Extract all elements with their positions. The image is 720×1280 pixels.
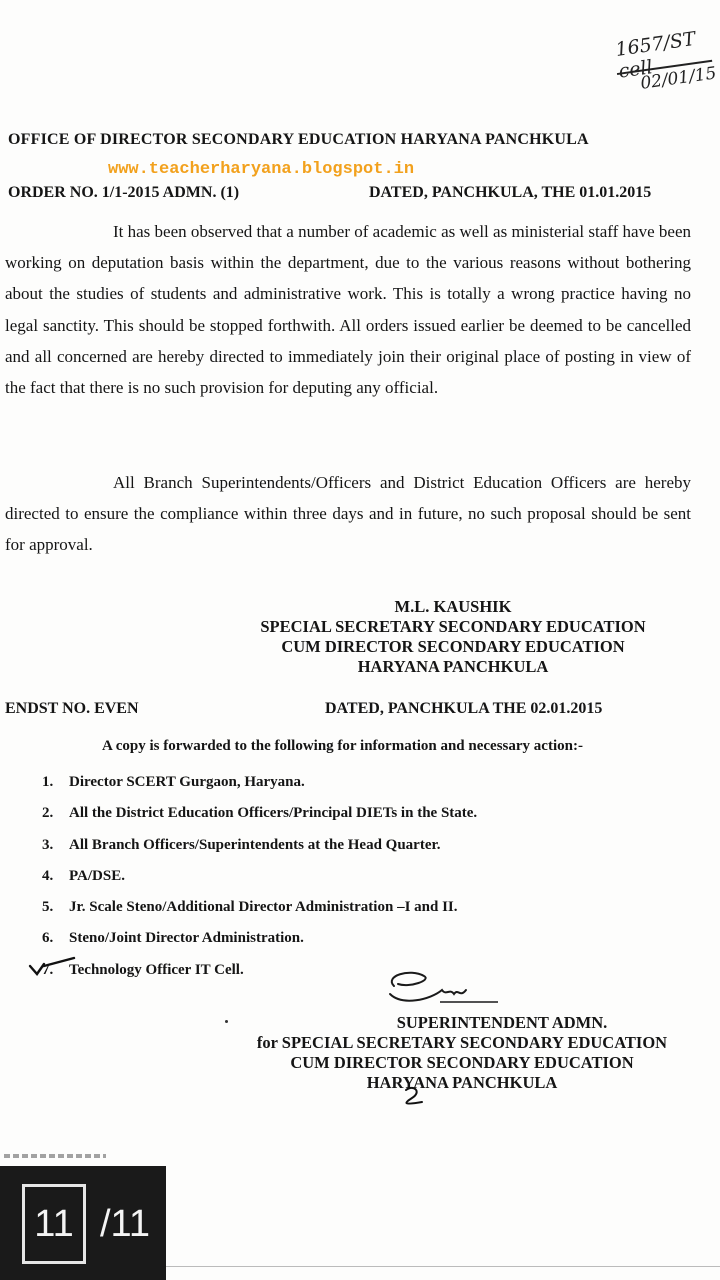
handwritten-initial-icon bbox=[392, 1082, 428, 1110]
copy-forwarded-line: A copy is forwarded to the following for information and necessary action:- bbox=[102, 738, 583, 754]
order-date: DATED, PANCHKULA, THE 01.01.2015 bbox=[369, 184, 652, 201]
signatory2-title: SUPERINTENDENT ADMN. bbox=[396, 1013, 608, 1032]
list-item bbox=[42, 805, 602, 836]
endorsement-date: DATED, PANCHKULA THE 02.01.2015 bbox=[325, 700, 603, 717]
list-item-text: All Branch Officers/Superintendents at the Head Quarter. bbox=[69, 836, 441, 853]
list-item bbox=[42, 899, 602, 930]
list-item bbox=[42, 837, 602, 868]
endorsement-number: ENDST NO. EVEN bbox=[5, 700, 139, 717]
list-item-text: Technology Officer IT Cell. bbox=[69, 961, 244, 978]
total-pages: /11 bbox=[100, 1203, 151, 1245]
list-item-text: PA/DSE. bbox=[69, 867, 125, 884]
handwritten-note-line2: 02/01/15 bbox=[639, 63, 718, 94]
signatory2-line3: HARYANA PANCHKULA bbox=[366, 1073, 558, 1092]
list-item-number: 6. bbox=[42, 930, 54, 947]
handwritten-note-line1: 1657/ST cell bbox=[614, 27, 697, 83]
page-counter bbox=[0, 1166, 166, 1280]
recipient-list bbox=[42, 774, 602, 993]
list-item-number: 4. bbox=[42, 867, 54, 884]
list-item bbox=[42, 930, 602, 961]
watermark-url: www.teacherharyana.blogspot.in bbox=[108, 160, 415, 179]
list-item bbox=[42, 962, 602, 993]
order-number: ORDER NO. 1/1-2015 ADMN. (1) bbox=[8, 184, 240, 201]
list-item-number: 2. bbox=[42, 805, 54, 822]
handwritten-diary-note bbox=[608, 21, 720, 106]
signatory-designation-line1: SPECIAL SECRETARY SECONDARY EDUCATION bbox=[260, 617, 646, 636]
signatory-name: M.L. KAUSHIK bbox=[394, 597, 512, 616]
signatory-block-2 bbox=[224, 1013, 700, 1093]
signatory2-line2: CUM DIRECTOR SECONDARY EDUCATION bbox=[290, 1053, 634, 1072]
list-item-number: 3. bbox=[42, 836, 54, 853]
bottom-divider bbox=[166, 1266, 720, 1267]
list-item-text: Director SCERT Gurgaon, Haryana. bbox=[69, 774, 305, 790]
list-item bbox=[42, 868, 602, 899]
signatory-block-1 bbox=[240, 597, 666, 677]
handwritten-tick-mark-icon bbox=[28, 956, 78, 978]
office-title: OFFICE OF DIRECTOR SECONDARY EDUCATION HARYANA PANCHKULA bbox=[8, 131, 589, 148]
handwritten-signature-icon bbox=[380, 966, 500, 1012]
list-item-text: Steno/Joint Director Administration. bbox=[69, 930, 304, 947]
list-item-number: 5. bbox=[42, 899, 54, 916]
order-paragraph-1: It has been observed that a number of academic as well as ministerial staff have been working on deputation basis within the department, due to the various reasons without bothering about the studies of students and administrative work. This is totally a wrong practice having no legal sanctity. This should be stopped forthwith. All orders issued earlier be deemed to be cancelled and all concerned are hereby directed to immediately join their original place of posting in view of the fact that there is no such provision for deputing any official. bbox=[5, 222, 691, 398]
signatory-designation-line2: CUM DIRECTOR SECONDARY EDUCATION bbox=[281, 637, 625, 656]
list-item-text: Jr. Scale Steno/Additional Director Administration –I and II. bbox=[69, 899, 458, 916]
signatory2-line1: for SPECIAL SECRETARY SECONDARY EDUCATION bbox=[256, 1033, 668, 1052]
scan-smudge bbox=[4, 1154, 106, 1158]
order-paragraph-2: All Branch Superintendents/Officers and District Education Officers are hereby directed to ensure the compliance within three days and in future, no such proposal should be sent for approval. bbox=[5, 473, 691, 555]
list-item bbox=[42, 774, 602, 805]
signatory-designation-line3: HARYANA PANCHKULA bbox=[357, 657, 549, 676]
list-item-number: 1. bbox=[42, 774, 54, 790]
list-item-text: All the District Education Officers/Principal DIETs in the State. bbox=[69, 805, 478, 822]
current-page-number: 11 bbox=[34, 1203, 74, 1245]
list-item-number: 7. bbox=[42, 961, 54, 978]
